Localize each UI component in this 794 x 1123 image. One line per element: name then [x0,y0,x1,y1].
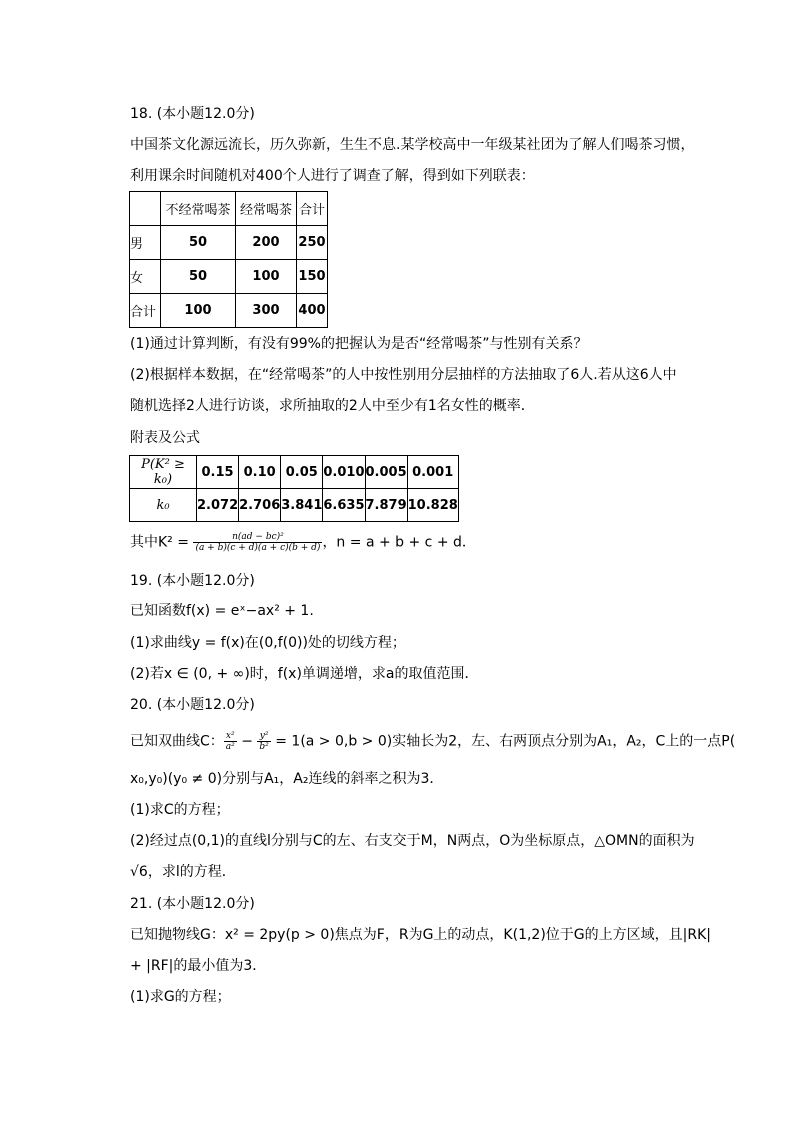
table-cell: 3.841 [281,489,323,522]
table-cell: 0.005 [365,456,407,489]
q18-paragraph-line1: 中国茶文化源远流长，历久弥新，生生不息.某学校高中一年级某社团为了解人们喝茶习惯， [130,137,695,153]
table-cell: 10.828 [407,489,458,522]
formula-fraction [193,532,322,553]
table-row [130,260,328,294]
q19-paragraph: 已知函数f(x) = eˣ−ax² + 1. [130,603,314,619]
q18-subquestion-2-line1: (2)根据样本数据，在“经常喝茶”的人中按性别用分层抽样的方法抽取了6人.若从这6人中 [130,367,677,383]
table-row [130,294,328,328]
q21-subquestion-1: (1)求G的方程； [130,989,231,1005]
table-header-cell [130,192,161,226]
q18-header: 18. (本小题12.0分) [130,106,255,122]
row-label: 男 [130,226,161,260]
table-cell: 200 [236,226,297,260]
table-cell: 2.072 [197,489,239,522]
q20-subquestion-1: (1)求C的方程； [130,802,230,818]
table-cell: 0.010 [323,456,365,489]
table-cell: 400 [297,294,328,328]
q20-subquestion-2-line1: (2)经过点(0,1)的直线l分别与C的左、右支交于M，N两点，O为坐标原点，△OMN的面积为 [130,833,695,849]
q20-suffix: = 1(a > 0,b > 0)实轴长为2，左、右两顶点分别为A₁，A₂，C上的一点P( [270,733,736,750]
row-label: 女 [130,260,161,294]
q21-paragraph-line1: 已知抛物线G：x² = 2py(p > 0)焦点为F，R为G上的动点，K(1,2)位于G的上方区域，且|RK| [130,927,711,943]
q18-paragraph-line2: 利用课余时间随机对400个人进行了调查了解，得到如下列联表： [130,168,535,184]
q18-subquestion-1: (1)通过计算判断，有没有99%的把握认为是否“经常喝茶”与性别有关系？ [130,336,588,352]
appendix-label: 附表及公式 [130,430,200,446]
y-denominator: b² [259,742,269,752]
table-row [130,489,459,522]
table-cell: 300 [236,294,297,328]
table-cell: 150 [297,260,328,294]
q20-paragraph-line2: x₀,y₀)(y₀ ≠ 0)分别与A₁，A₂连线的斜率之积为3． [130,771,444,787]
q19-subquestion-1: (1)求曲线y = f(x)在(0,f(0))处的切线方程； [130,635,406,651]
table-cell: 6.635 [323,489,365,522]
table-cell: 50 [161,226,236,260]
q21-paragraph-line2: + |RF|的最小值为3． [130,958,267,974]
table-cell: 0.15 [197,456,239,489]
q20-prefix: 已知双曲线C： [130,733,224,750]
q19-subquestion-2: (2)若x ∈ (0, + ∞)时，f(x)单调递增，求a的取值范围． [130,666,479,682]
table-header-cell: 合计 [297,192,328,226]
formula-prefix: 其中K² = [130,534,194,551]
q21-header: 21. (本小题12.0分) [130,896,255,912]
contingency-table [129,191,328,328]
table-cell: 0.05 [281,456,323,489]
table-row [130,226,328,260]
formula-suffix: ，n = a + b + c + d． [322,534,476,551]
table-header-cell: 经常喝茶 [236,192,297,226]
q20-header: 20. (本小题12.0分) [130,697,255,713]
table-cell: 250 [297,226,328,260]
q20-paragraph-line1 [130,731,735,752]
table-cell: 7.879 [365,489,407,522]
table-row [130,456,459,489]
formula-denominator: (a + b)(c + d)(a + c)(b + d) [195,543,321,553]
k0-label: k₀ [130,489,197,522]
chi-square-formula [130,532,476,553]
probability-label: P(K² ≥ k₀) [130,456,197,489]
q19-header: 19. (本小题12.0分) [130,573,255,589]
x-numerator: x² [224,731,237,742]
critical-value-table [129,455,459,522]
q18-subquestion-2-line2: 随机选择2人进行访谈，求所抽取的2人中至少有1名女性的概率． [130,398,535,414]
table-cell: 50 [161,260,236,294]
table-cell: 2.706 [239,489,281,522]
x-denominator: a² [225,742,235,752]
contingency-header-row [130,192,328,226]
q20-subquestion-2-line2: √6，求l的方程． [130,864,236,880]
table-cell: 100 [161,294,236,328]
table-cell: 100 [236,260,297,294]
x-fraction [224,731,237,752]
table-header-cell: 不经常喝茶 [161,192,236,226]
row-label: 合计 [130,294,161,328]
minus-sign: − [236,733,258,750]
y-numerator: y² [257,731,270,742]
table-cell: 0.10 [239,456,281,489]
y-fraction [257,731,270,752]
table-cell: 0.001 [407,456,458,489]
formula-numerator: n(ad − bc)² [193,532,322,543]
